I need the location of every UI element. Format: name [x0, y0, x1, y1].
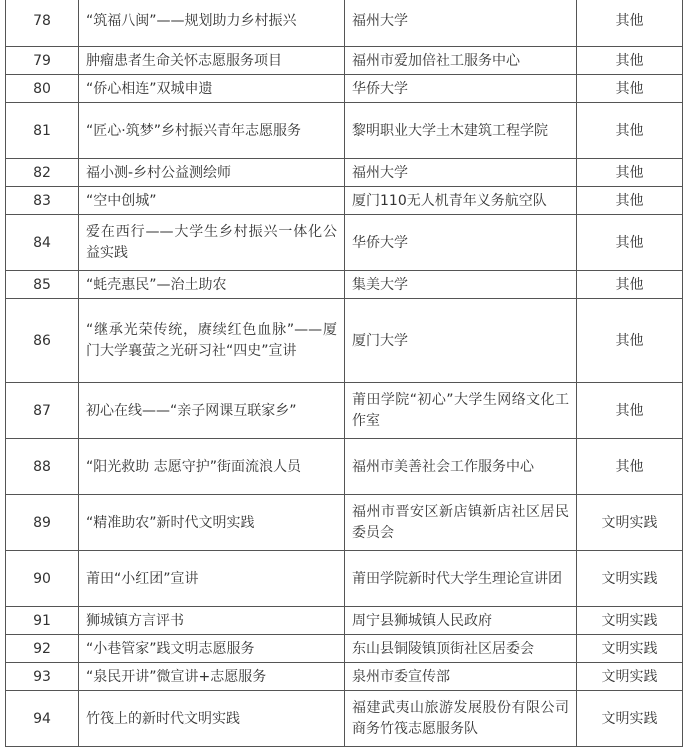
table-row — [6, 691, 683, 747]
row-number: 87 — [6, 383, 79, 439]
row-number: 80 — [6, 75, 79, 103]
project-category: 其他 — [577, 103, 683, 159]
project-name: 爱在西行——大学生乡村振兴一体化公益实践 — [79, 215, 345, 271]
project-name: 初心在线——“亲子网课互联家乡” — [79, 383, 345, 439]
project-name: “侨心相连”双城申遗 — [79, 75, 345, 103]
table-row — [6, 0, 683, 47]
project-category: 文明实践 — [577, 495, 683, 551]
organization-name: 厦门大学 — [345, 299, 577, 383]
project-name: “阳光救助 志愿守护”街面流浪人员 — [79, 439, 345, 495]
row-number: 79 — [6, 47, 79, 75]
table-row — [6, 635, 683, 663]
table-row — [6, 495, 683, 551]
project-name: “匠心·筑梦”乡村振兴青年志愿服务 — [79, 103, 345, 159]
project-category: 其他 — [577, 215, 683, 271]
project-category: 其他 — [577, 47, 683, 75]
table-row — [6, 607, 683, 635]
organization-name: 福州市爱加倍社工服务中心 — [345, 47, 577, 75]
organization-name: 集美大学 — [345, 271, 577, 299]
table-row — [6, 215, 683, 271]
organization-name: 周宁县狮城镇人民政府 — [345, 607, 577, 635]
row-number: 94 — [6, 691, 79, 747]
project-category: 其他 — [577, 187, 683, 215]
table-row — [6, 551, 683, 607]
row-number: 88 — [6, 439, 79, 495]
table-row — [6, 299, 683, 383]
project-name: 竹筏上的新时代文明实践 — [79, 691, 345, 747]
project-category: 其他 — [577, 439, 683, 495]
row-number: 91 — [6, 607, 79, 635]
table-row — [6, 663, 683, 691]
project-name: 莆田“小红团”宣讲 — [79, 551, 345, 607]
table-row — [6, 159, 683, 187]
table-row — [6, 383, 683, 439]
row-number: 83 — [6, 187, 79, 215]
organization-name: 福州市美善社会工作服务中心 — [345, 439, 577, 495]
table-row — [6, 47, 683, 75]
project-table — [5, 0, 683, 747]
organization-name: 厦门110无人机青年义务航空队 — [345, 187, 577, 215]
project-category: 其他 — [577, 299, 683, 383]
project-name: “小巷管家”践文明志愿服务 — [79, 635, 345, 663]
row-number: 86 — [6, 299, 79, 383]
organization-name: 黎明职业大学土木建筑工程学院 — [345, 103, 577, 159]
row-number: 85 — [6, 271, 79, 299]
row-number: 89 — [6, 495, 79, 551]
organization-name: 华侨大学 — [345, 215, 577, 271]
project-category: 其他 — [577, 0, 683, 47]
project-name: 福小测-乡村公益测绘师 — [79, 159, 345, 187]
row-number: 92 — [6, 635, 79, 663]
project-name: “筑福八闽”——规划助力乡村振兴 — [79, 0, 345, 47]
project-name: “蚝壳惠民”—治土助农 — [79, 271, 345, 299]
table-row — [6, 271, 683, 299]
project-table-body — [6, 0, 683, 747]
organization-name: 莆田学院新时代大学生理论宣讲团 — [345, 551, 577, 607]
organization-name: 福建武夷山旅游发展股份有限公司商务竹筏志愿服务队 — [345, 691, 577, 747]
project-category: 文明实践 — [577, 607, 683, 635]
table-row — [6, 439, 683, 495]
project-name: 狮城镇方言评书 — [79, 607, 345, 635]
row-number: 81 — [6, 103, 79, 159]
project-category: 其他 — [577, 271, 683, 299]
project-name: 肿瘤患者生命关怀志愿服务项目 — [79, 47, 345, 75]
organization-name: 东山县铜陵镇顶街社区居委会 — [345, 635, 577, 663]
project-category: 其他 — [577, 159, 683, 187]
row-number: 78 — [6, 0, 79, 47]
project-name: “精准助农”新时代文明实践 — [79, 495, 345, 551]
project-name: “继承光荣传统，赓续红色血脉”——厦门大学襄萤之光研习社“四史”宣讲 — [79, 299, 345, 383]
project-category: 文明实践 — [577, 663, 683, 691]
row-number: 93 — [6, 663, 79, 691]
organization-name: 福州市晋安区新店镇新店社区居民委员会 — [345, 495, 577, 551]
project-category: 其他 — [577, 75, 683, 103]
project-category: 文明实践 — [577, 691, 683, 747]
organization-name: 福州大学 — [345, 159, 577, 187]
row-number: 82 — [6, 159, 79, 187]
project-category: 其他 — [577, 383, 683, 439]
project-category: 文明实践 — [577, 635, 683, 663]
organization-name: 泉州市委宣传部 — [345, 663, 577, 691]
project-name: “空中创城” — [79, 187, 345, 215]
organization-name: 华侨大学 — [345, 75, 577, 103]
table-row — [6, 187, 683, 215]
row-number: 90 — [6, 551, 79, 607]
row-number: 84 — [6, 215, 79, 271]
organization-name: 莆田学院“初心”大学生网络文化工作室 — [345, 383, 577, 439]
table-row — [6, 103, 683, 159]
project-name: “泉民开讲”微宣讲+志愿服务 — [79, 663, 345, 691]
table-row — [6, 75, 683, 103]
organization-name: 福州大学 — [345, 0, 577, 47]
project-category: 文明实践 — [577, 551, 683, 607]
